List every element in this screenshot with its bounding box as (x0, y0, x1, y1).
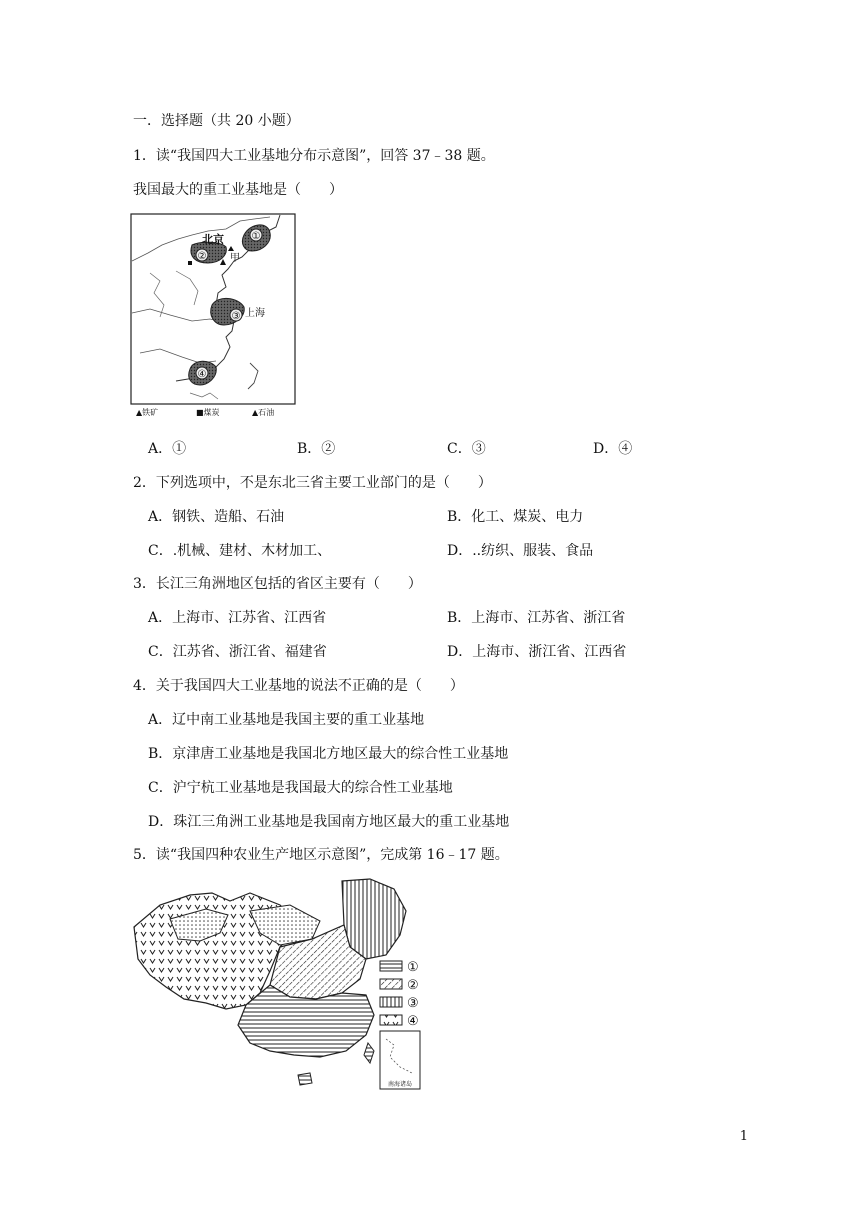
map2-legend-1: ① (407, 960, 419, 975)
legend-oil: ▲石油 (252, 408, 275, 417)
q3-option-d[interactable]: D．上海市、浙江省、江西省 (447, 644, 627, 660)
map-label-beijing: 北京 (202, 233, 224, 246)
q1-option-c[interactable]: C．③ (447, 441, 486, 457)
q2-option-c[interactable]: C．.机械、建材、木材加工、 (148, 543, 332, 559)
q2-option-a[interactable]: A．钢铁、造船、石油 (148, 509, 285, 525)
question-5-stem: 5．读“我国四种农业生产地区示意图”，完成第 16﹣17 题。 (133, 847, 509, 863)
q1-option-a[interactable]: A．① (148, 441, 187, 457)
q4-option-d[interactable]: D．珠江三角洲工业基地是我国南方地区最大的重工业基地 (148, 814, 510, 830)
industrial-base-map (130, 213, 296, 419)
q3-option-c[interactable]: C．江苏省、浙江省、福建省 (148, 644, 327, 660)
map2-inset-label: 南海诸岛 (387, 1081, 413, 1088)
map-label-shanghai: 上海 (245, 308, 265, 319)
agriculture-region-map (130, 875, 430, 1095)
q4-option-a[interactable]: A．辽中南工业基地是我国主要的重工业基地 (148, 712, 425, 728)
legend-iron: ▲铁矿 (136, 408, 159, 417)
question-1-stem: 我国最大的重工业基地是（ ） (133, 182, 343, 198)
section-title: 一．选择题（共 20 小题） (133, 113, 300, 129)
q3-option-a[interactable]: A．上海市、江苏省、江西省 (148, 610, 327, 626)
question-1-intro: 1．读“我国四大工业基地分布示意图”，回答 37﹣38 题。 (133, 148, 495, 164)
map2-legend-3: ③ (407, 996, 419, 1011)
q2-option-d[interactable]: D．..纺织、服装、食品 (447, 543, 594, 559)
q1-option-d[interactable]: D．④ (593, 441, 633, 457)
question-2-stem: 2．下列选项中，不是东北三省主要工业部门的是（ ） (133, 475, 492, 491)
map-label-jia: 甲 (230, 253, 240, 264)
legend-coal: ■煤炭 (196, 408, 220, 417)
q4-option-c[interactable]: C．沪宁杭工业基地是我国最大的综合性工业基地 (148, 780, 453, 796)
map-label-2: ② (197, 251, 207, 262)
map2-legend-4: ④ (407, 1014, 419, 1029)
q4-option-b[interactable]: B．京津唐工业基地是我国北方地区最大的综合性工业基地 (148, 746, 509, 762)
question-3-stem: 3．长江三角洲地区包括的省区主要有（ ） (133, 576, 422, 592)
map2-legend-2: ② (407, 978, 419, 993)
question-4-stem: 4．关于我国四大工业基地的说法不正确的是（ ） (133, 678, 464, 694)
map-label-3: ③ (231, 311, 241, 322)
map-label-4: ④ (197, 369, 207, 380)
map-label-1: ① (251, 231, 261, 242)
q1-option-b[interactable]: B．② (297, 441, 336, 457)
page-number: 1 (739, 1129, 748, 1144)
q3-option-b[interactable]: B．上海市、江苏省、浙江省 (447, 610, 626, 626)
q2-option-b[interactable]: B．化工、煤炭、电力 (447, 509, 584, 525)
